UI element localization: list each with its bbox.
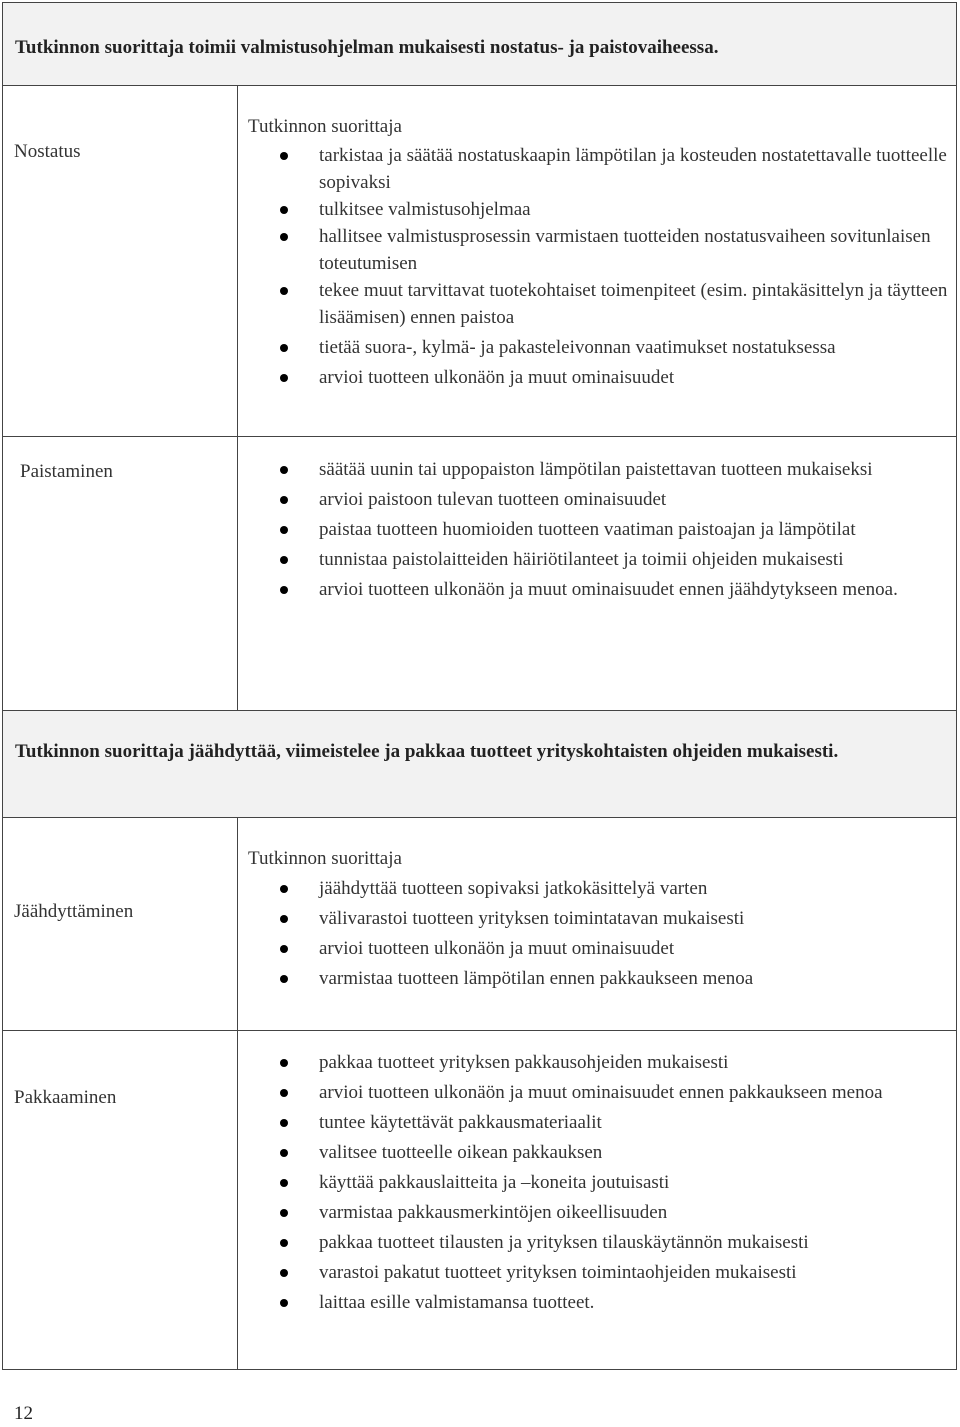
- nostatus-list: [280, 142, 948, 394]
- list-item: tuntee käytettävät pakkausmateriaalit: [280, 1109, 948, 1136]
- list-item: tietää suora-, kylmä- ja pakasteleivonnan vaatimukset nostatuksessa: [280, 334, 948, 361]
- list-item: pakkaa tuotteet yrityksen pakkausohjeiden mukaisesti: [280, 1049, 948, 1076]
- jaahdyttaminen-list: [280, 875, 948, 995]
- paistaminen-list: [280, 456, 948, 606]
- list-item: säätää uunin tai uppopaiston lämpötilan paistettavan tuotteen mukaiseksi: [280, 456, 948, 483]
- row-label-pakkaaminen: Pakkaaminen: [14, 1087, 117, 1108]
- row-label-paistaminen: Paistaminen: [20, 461, 113, 482]
- list-item: tulkitsee valmistusohjelmaa: [280, 196, 948, 223]
- list-item: tarkistaa ja säätää nostatuskaapin lämpötilan ja kosteuden nostatettavalle tuotteelle sopivaksi: [280, 142, 948, 196]
- section2-heading-text: Tutkinnon suorittaja jäähdyttää, viimeistelee ja pakkaa tuotteet yrityskohtaisten ohjeiden mukaisesti.: [15, 741, 839, 762]
- list-item: varastoi pakatut tuotteet yrityksen toimintaohjeiden mukaisesti: [280, 1259, 948, 1286]
- pakkaaminen-list: [280, 1049, 948, 1319]
- row-intro-nostatus: Tutkinnon suorittaja: [248, 116, 402, 137]
- list-item: tekee muut tarvittavat tuotekohtaiset toimenpiteet (esim. pintakäsittelyn ja täytteen lisäämisen) ennen paistoa: [280, 277, 948, 331]
- list-item: arvioi paistoon tulevan tuotteen ominaisuudet: [280, 486, 948, 513]
- row-label-jaahdyttaminen: Jäähdyttäminen: [14, 901, 134, 922]
- list-item: arvioi tuotteen ulkonäön ja muut ominaisuudet: [280, 935, 948, 962]
- row-label-nostatus: Nostatus: [14, 141, 81, 162]
- section1-heading: [2, 2, 957, 86]
- list-item: paistaa tuotteen huomioiden tuotteen vaatiman paistoajan ja lämpötilat: [280, 516, 948, 543]
- list-item: arvioi tuotteen ulkonäön ja muut ominaisuudet: [280, 364, 948, 391]
- list-item: käyttää pakkauslaitteita ja –koneita joutuisasti: [280, 1169, 948, 1196]
- row-intro-jaahdyttaminen: Tutkinnon suorittaja: [248, 848, 402, 869]
- list-item: pakkaa tuotteet tilausten ja yrityksen tilauskäytännön mukaisesti: [280, 1229, 948, 1256]
- list-item: arvioi tuotteen ulkonäön ja muut ominaisuudet ennen jäähdytykseen menoa.: [280, 576, 948, 603]
- list-item: valitsee tuotteelle oikean pakkauksen: [280, 1139, 948, 1166]
- section1-heading-text: Tutkinnon suorittaja toimii valmistusohjelman mukaisesti nostatus- ja paistovaiheessa.: [15, 37, 719, 58]
- section2-heading: [2, 710, 957, 818]
- list-item: arvioi tuotteen ulkonäön ja muut ominaisuudet ennen pakkaukseen menoa: [280, 1079, 948, 1106]
- list-item: hallitsee valmistusprosessin varmistaen tuotteiden nostatusvaiheen sovitunlaisen toteutumisen: [280, 223, 948, 277]
- list-item: varmistaa tuotteen lämpötilan ennen pakkaukseen menoa: [280, 965, 948, 992]
- list-item: varmistaa pakkausmerkintöjen oikeellisuuden: [280, 1199, 948, 1226]
- list-item: jäähdyttää tuotteen sopivaksi jatkokäsittelyä varten: [280, 875, 948, 902]
- list-item: laittaa esille valmistamansa tuotteet.: [280, 1289, 948, 1316]
- list-item: välivarastoi tuotteen yrityksen toimintatavan mukaisesti: [280, 905, 948, 932]
- page-number: 12: [14, 1403, 33, 1424]
- list-item: tunnistaa paistolaitteiden häiriötilanteet ja toimii ohjeiden mukaisesti: [280, 546, 948, 573]
